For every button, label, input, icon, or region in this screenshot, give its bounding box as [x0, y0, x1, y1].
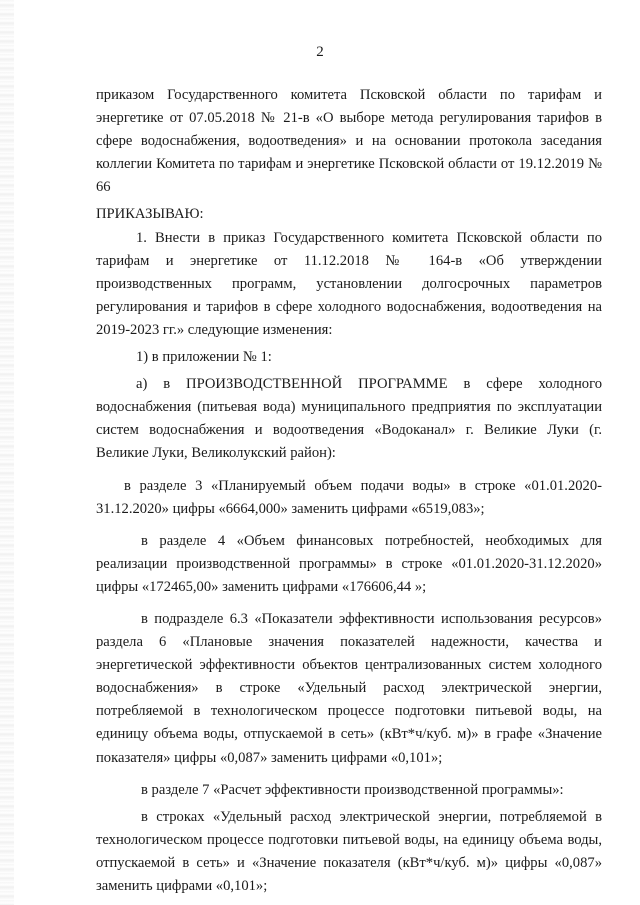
paragraph-appendix-1: 1) в приложении № 1:: [136, 349, 272, 366]
paragraph-rows-replacement: в строках «Удельный расход электрической энергии, потребляемой в технологическом процессе подготовки питьевой воды, на единицу объема воды, отпускаемой в сеть» и «Значение показателя (кВт*ч/куб. м)» цифры «0,087» заменить цифрами «0,101»;: [96, 808, 602, 894]
paragraph-subitem-a: а) в ПРОИЗВОДСТВЕННОЙ ПРОГРАММЕ в сфере холодного водоснабжения (питьевая вода) муниципального предприятия по эксплуатации систем водоснабжения и водоотведения «Водоканал» г. Великие Луки (г. Великие Луки, Великолукский район):: [96, 376, 602, 462]
paragraph-section-4: в разделе 4 «Объем финансовых потребностей, необходимых для реализации производственной программы» в строке «01.01.2020-31.12.2020» цифры «172465,00» заменить цифрами «176606,44 »;: [96, 532, 602, 595]
scan-edge-artifact: [0, 0, 14, 905]
paragraph-item-1: 1. Внести в приказ Государственного комитета Псковской области по тарифам и энергетике от 11.12.2018 № 164-в «Об утверждении производственных программ, установлении долгосрочных параметров регулирования и тарифов в сфере холодного водоснабжения, водоотведения на 2019-2023 гг.» следующие изменения:: [96, 229, 602, 338]
paragraph-section-3: в разделе 3 «Планируемый объем подачи воды» в строке «01.01.2020-31.12.2020» цифры «6664,000» заменить цифрами «6519,083»;: [96, 477, 602, 517]
page-number: 2: [316, 44, 324, 60]
document-body: [96, 84, 602, 898]
paragraph-subsection-6-3: в подразделе 6.3 «Показатели эффективности использования ресурсов» раздела 6 «Плановые значения показателей надежности, качества и энергетической эффективности объектов централизованных систем холодного водоснабжения» в строке «Удельный расход электрической энергии, потребляемой в технологическом процессе подготовки питьевой воды, на единицу объема воды, отпускаемой в сеть» (кВт*ч/куб. м)» в графе «Значение показателя» цифры «0,087» заменить цифрами «0,101»;: [96, 610, 602, 766]
paragraph-section-7: в разделе 7 «Расчет эффективности производственной программы»:: [141, 781, 564, 798]
paragraph-intro: приказом Государственного комитета Псковской области по тарифам и энергетике от 07.05.2018 № 21-в «О выборе метода регулирования тарифов в сфере водоснабжения, водоотведения» и на основании протокола заседания коллегии Комитета по тарифам и энергетике Псковской области от 19.12.2019 № 66: [96, 87, 602, 196]
paragraph-order-heading: ПРИКАЗЫВАЮ:: [96, 206, 204, 223]
